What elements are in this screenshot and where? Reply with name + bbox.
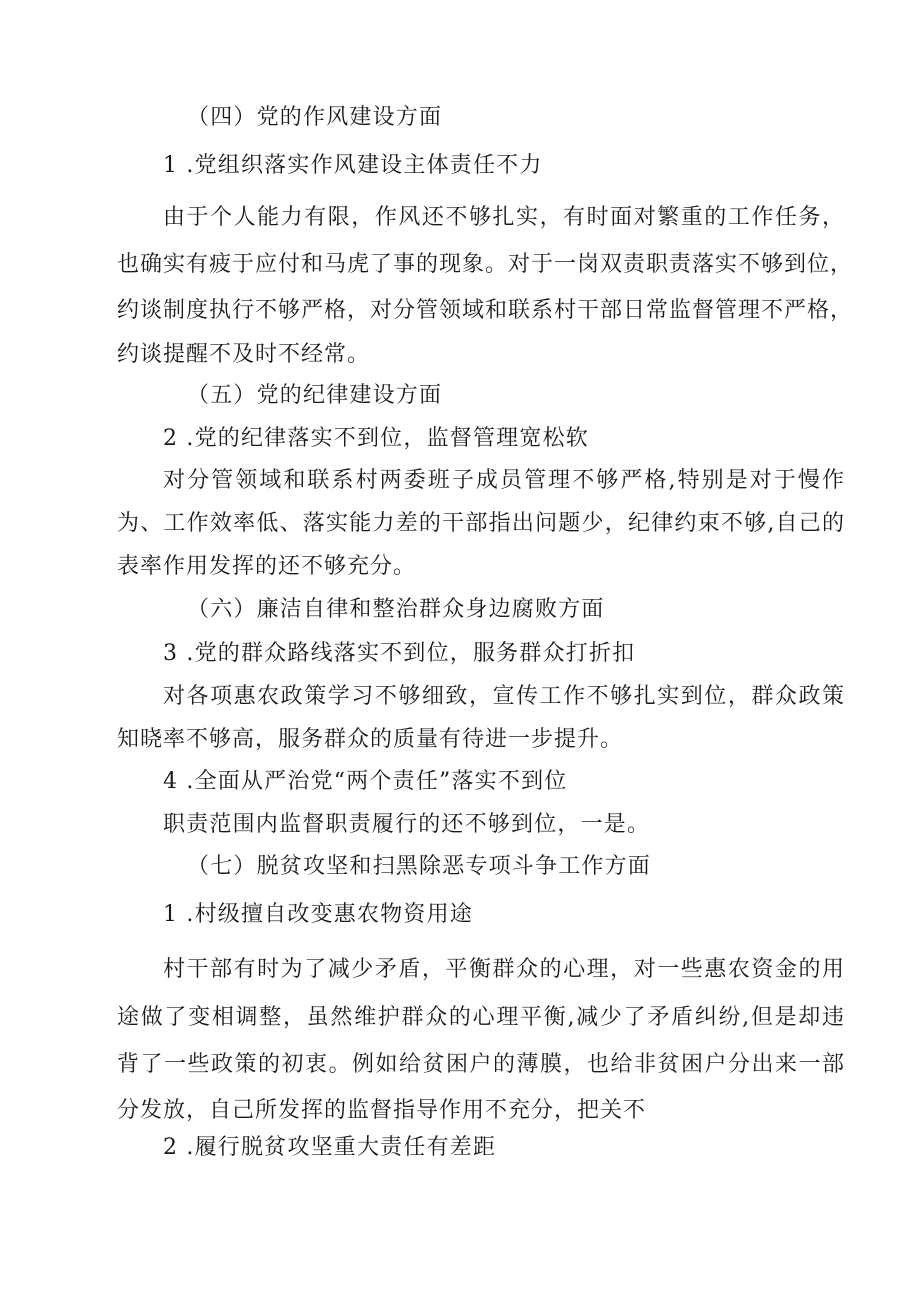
paragraph-7-1-line-3: 背了一些政策的初衷。例如给贫困户的薄膜，也给非贫困户分出来一部 bbox=[117, 1052, 845, 1077]
paragraph-6-4-line-1: 职责范围内监督职责履行的还不够到位，一是。 bbox=[163, 812, 651, 837]
paragraph-6-3-line-1: 对各项惠农政策学习不够细致，宣传工作不够扎实到位，群众政策 bbox=[163, 684, 845, 709]
section-heading-4: （四）党的作风建设方面 bbox=[187, 105, 443, 130]
paragraph-7-1-line-1: 村干部有时为了减少矛盾，平衡群众的心理，对一些惠农资金的用 bbox=[163, 957, 845, 982]
section-heading-6: （六）廉洁自律和整治群众身边腐败方面 bbox=[187, 597, 605, 622]
paragraph-6-3-line-2: 知晓率不够高，服务群众的质量有待进一步提升。 bbox=[117, 727, 624, 752]
subheading-4-1: 1 .党组织落实作风建设主体责任不力 bbox=[163, 153, 543, 178]
paragraph-7-1-line-4: 分发放，自己所发挥的监督指导作用不充分，把关不 bbox=[117, 1098, 647, 1123]
paragraph-4-1-line-1: 由于个人能力有限，作风还不够扎实，有时面对繁重的工作任务， bbox=[163, 205, 845, 230]
paragraph-4-1-line-3: 约谈制度执行不够严格，对分管领域和联系村干部日常监督管理不严格， bbox=[117, 298, 854, 323]
subheading-6-3: 3 .党的群众路线落实不到位，服务群众打折扣 bbox=[163, 641, 636, 666]
paragraph-5-2-line-2: 为、工作效率低、落实能力差的干部指出问题少，纪律约束不够,自己的 bbox=[117, 511, 845, 536]
paragraph-5-2-line-3: 表率作用发挥的还不够充分。 bbox=[117, 554, 417, 579]
paragraph-5-2-line-1: 对分管领域和联系村两委班子成员管理不够严格,特别是对于慢作 bbox=[163, 468, 845, 493]
subheading-7-1: 1 .村级擅自改变惠农物资用途 bbox=[163, 902, 473, 927]
subheading-7-2: 2 .履行脱贫攻坚重大责任有差距 bbox=[163, 1135, 497, 1160]
paragraph-4-1-line-4: 约谈提醒不及时不经常。 bbox=[117, 342, 371, 367]
paragraph-4-1-line-2: 也确实有疲于应付和马虎了事的现象。对于一岗双责职责落实不够到位， bbox=[117, 252, 854, 277]
section-heading-7: （七）脱贫攻坚和扫黑除恶专项斗争工作方面 bbox=[187, 854, 652, 879]
subheading-5-2: 2 .党的纪律落实不到位，监督管理宽松软 bbox=[163, 426, 589, 451]
subheading-6-4: 4 .全面从严治党“两个责任”落实不到位 bbox=[163, 769, 568, 794]
section-heading-5: （五）党的纪律建设方面 bbox=[187, 383, 443, 408]
paragraph-7-1-line-2: 途做了变相调整，虽然维护群众的心理平衡,减少了矛盾纠纷,但是却违 bbox=[117, 1005, 845, 1030]
